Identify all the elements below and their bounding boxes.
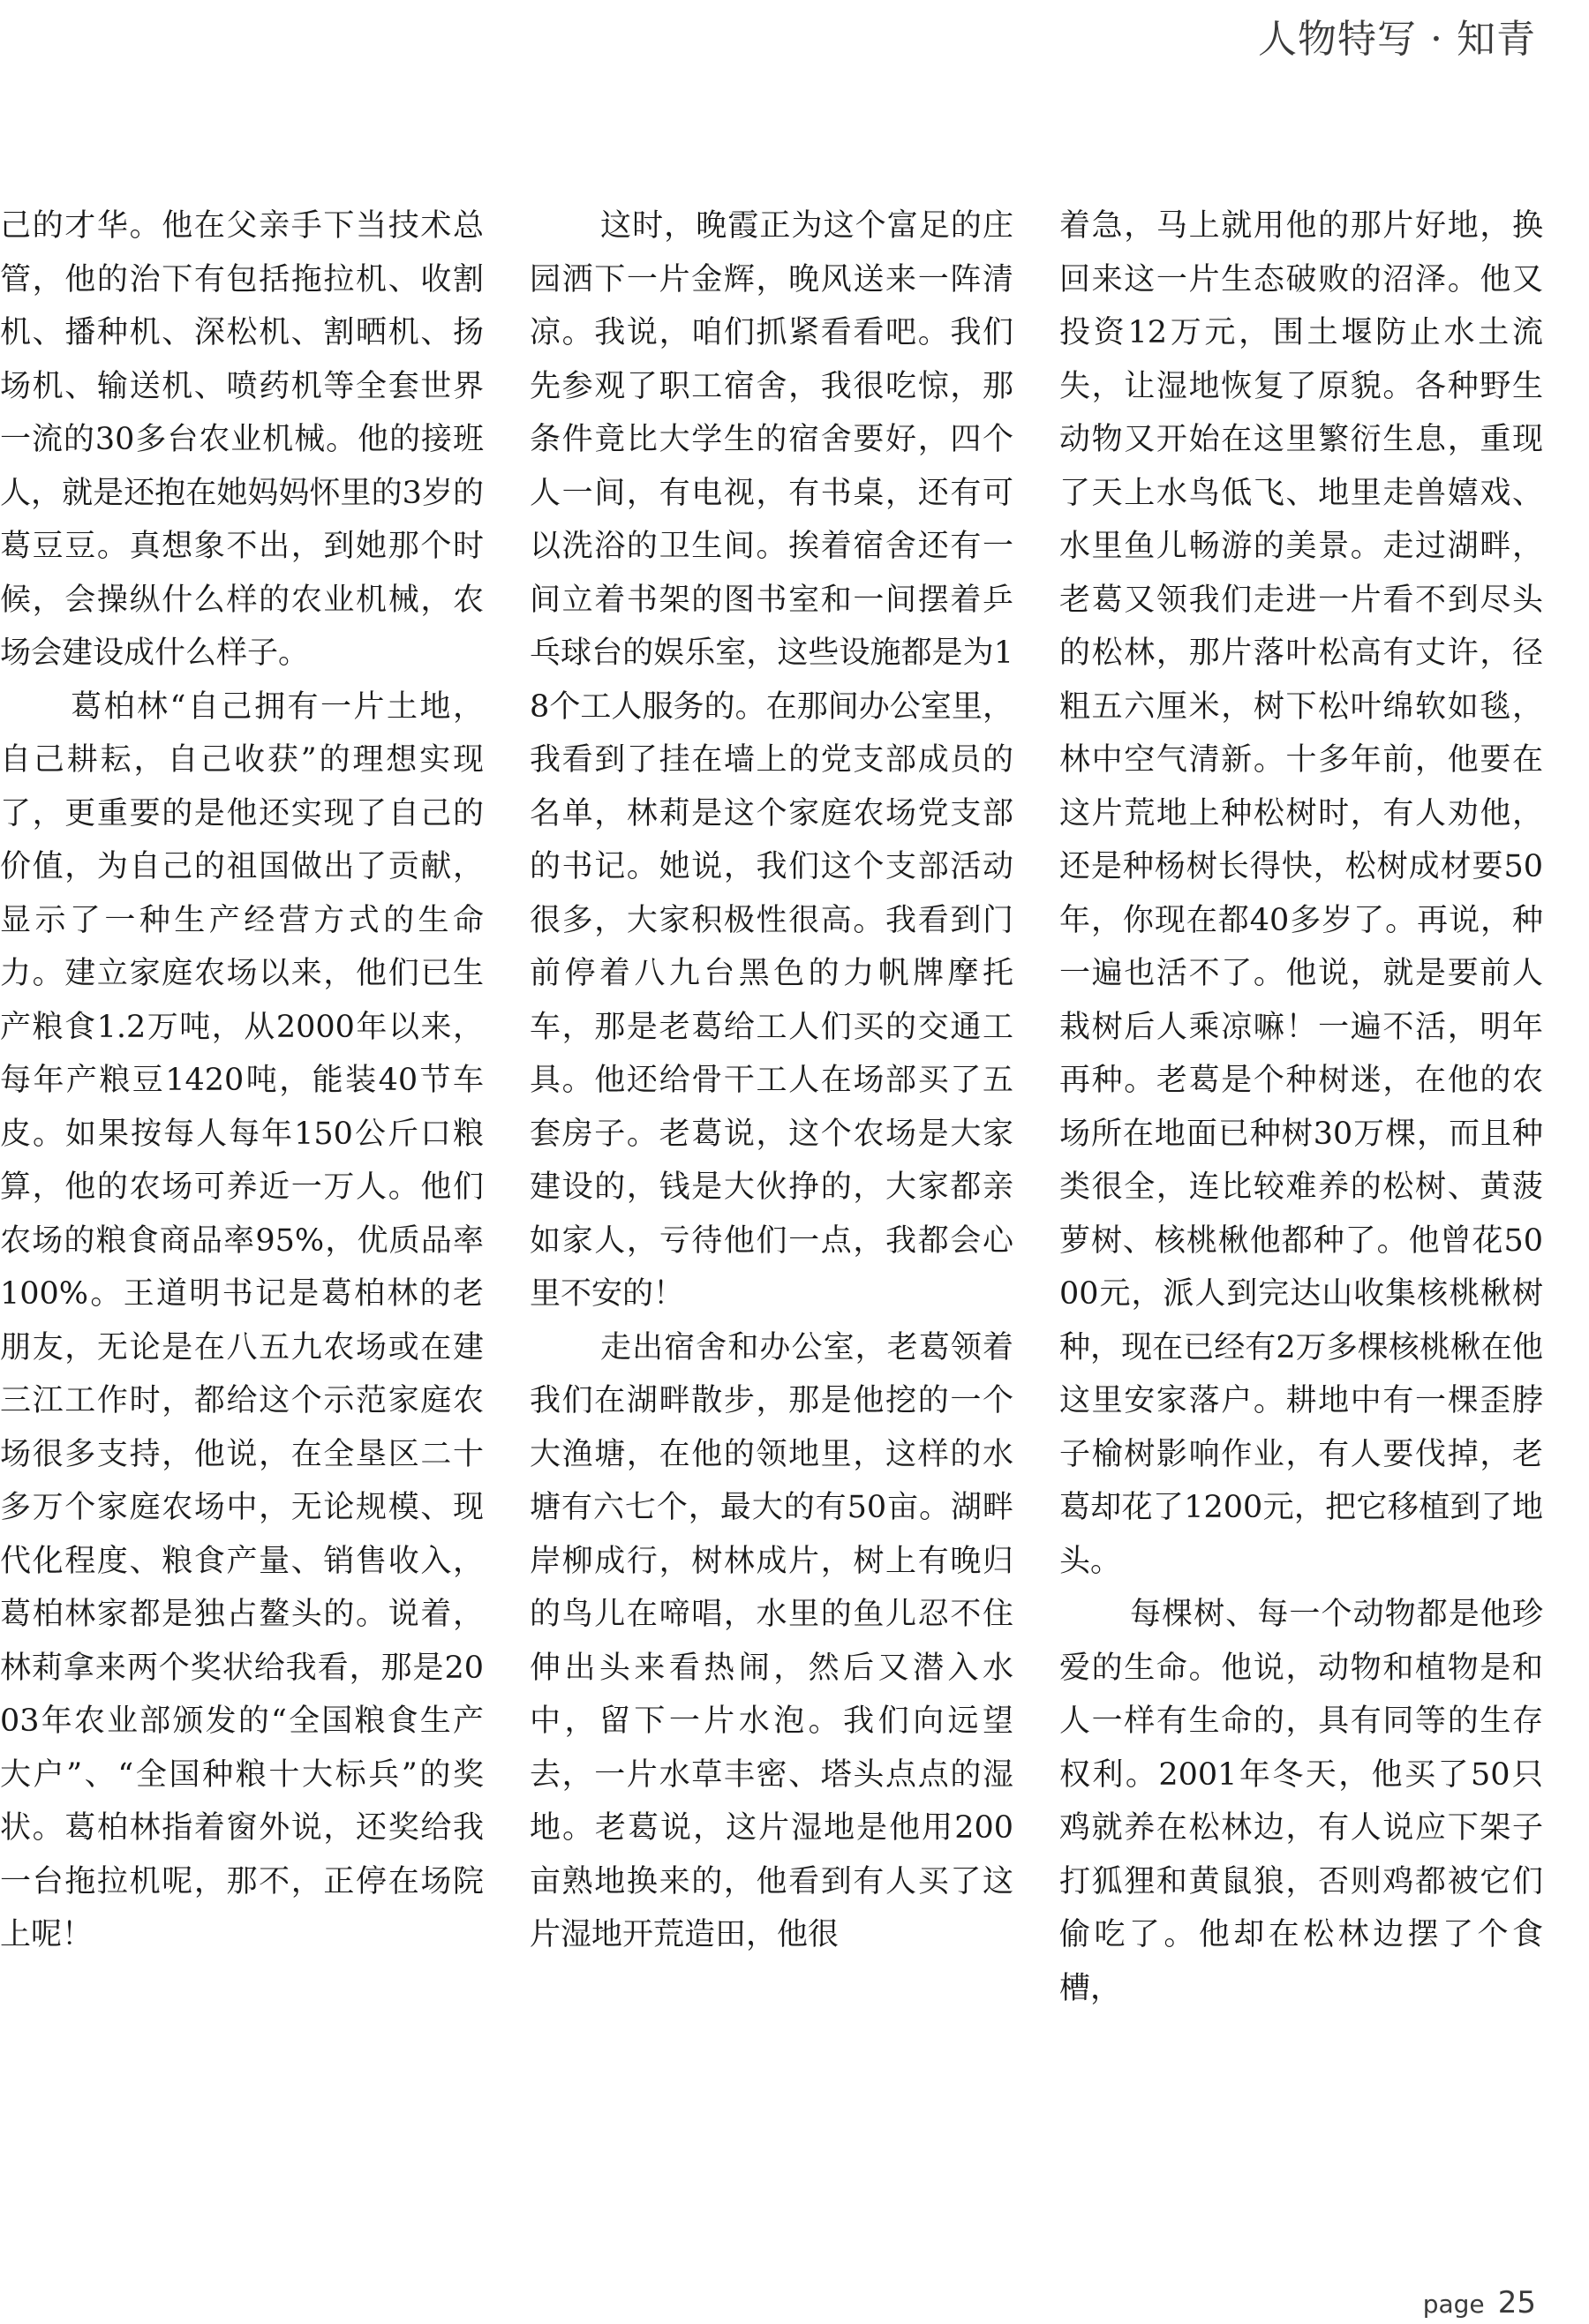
article-column-2 — [530, 199, 1013, 1962]
page-label: page — [1422, 2290, 1485, 2319]
section-header: 人物特写 · 知青 — [1258, 17, 1536, 62]
paragraph: 葛柏林“自己拥有一片土地，自己耕耘，自己收获”的理想实现了，更重要的是他还实现了自己的价值，为自己的祖国做出了贡献，显示了一种生产经营方式的生命力。建立家庭农场以来，他们已生产粮食1.2万吨，从2000年以来，每年产粮豆1420吨，能装40节车皮。如果按每人每年150公斤口粮算，他的农场可养近一万人。他们农场的粮食商品率95%，优质品率100%。王道明书记是葛柏林的老朋友，无论是在八五九农场或在建三江工作时，都给这个示范家庭农场很多支持，他说，在全垦区二十多万个家庭农场中，无论规模、现代化程度、粮食产量、销售收入，葛柏林家都是独占鳌头的。说着，林莉拿来两个奖状给我看，那是2003年农业部颁发的“全国粮食生产大户”、“全国种粮十大标兵”的奖状。葛柏林指着窗外说，还奖给我一台拖拉机呢，那不，正停在场院上呢！ — [0, 688, 484, 1952]
paragraph: 这时，晚霞正为这个富足的庄园洒下一片金辉，晚风送来一阵清凉。我说，咱们抓紧看看吧。我们先参观了职工宿舍，我很吃惊，那条件竟比大学生的宿舍要好，四个人一间，有电视，有书桌，还有可以洗浴的卫生间。挨着宿舍还有一间立着书架的图书室和一间摆着乒乓球台的娱乐室，这些设施都是为18个工人服务的。在那间办公室里，我看到了挂在墙上的党支部成员的名单，林莉是这个家庭农场党支部的书记。她说，我们这个支部活动很多，大家积极性很高。我看到门前停着八九台黑色的力帆牌摩托车，那是老葛给工人们买的交通工具。他还给骨干工人在场部买了五套房子。老葛说，这个农场是大家建设的，钱是大伙挣的，大家都亲如家人，亏待他们一点，我都会心里不安的！ — [530, 208, 1013, 1312]
article-column-3 — [1059, 199, 1543, 2015]
paragraph: 每棵树、每一个动物都是他珍爱的生命。他说，动物和植物是和人一样有生命的，具有同等的生存权利。2001年冬天，他买了50只鸡就养在松林边，有人说应下架子打狐狸和黄鼠狼，否则鸡都被它们偷吃了。他却在松林边摆了个食槽， — [1059, 1597, 1543, 2006]
paragraph: 着急，马上就用他的那片好地，换回来这一片生态破败的沼泽。他又投资12万元，围土堰防止水土流失，让湿地恢复了原貌。各种野生动物又开始在这里繁衍生息，重现了天上水鸟低飞、地里走兽嬉戏、水里鱼儿畅游的美景。走过湖畔，老葛又领我们走进一片看不到尽头的松林，那片落叶松高有丈许，径粗五六厘米，树下松叶绵软如毯，林中空气清新。十多年前，他要在这片荒地上种松树时，有人劝他，还是种杨树长得快，松树成材要50年，你现在都40多岁了。再说，种一遍也活不了。他说，就是要前人栽树后人乘凉嘛！一遍不活，明年再种。老葛是个种树迷，在他的农场所在地面已种树30万棵，而且种类很全，连比较难养的松树、黄菠萝树、核桃楸他都种了。他曾花5000元，派人到完达山收集核桃楸树种，现在已经有2万多棵核桃楸在他这里安家落户。耕地中有一棵歪脖子榆树影响作业，有人要伐掉，老葛却花了1200元，把它移植到了地头。 — [1059, 208, 1543, 1579]
paragraph: 己的才华。他在父亲手下当技术总管，他的治下有包括拖拉机、收割机、播种机、深松机、割晒机、扬场机、输送机、喷药机等全套世界一流的30多台农业机械。他的接班人，就是还抱在她妈妈怀里的3岁的葛豆豆。真想象不出，到她那个时候，会操纵什么样的农业机械，农场会建设成什么样子。 — [0, 208, 484, 671]
paragraph: 走出宿舍和办公室，老葛领着我们在湖畔散步，那是他挖的一个大渔塘，在他的领地里，这样的水塘有六七个，最大的有50亩。湖畔岸柳成行，树林成片，树上有晚归的鸟儿在啼唱，水里的鱼儿忍不住伸出头来看热闹，然后又潜入水中，留下一片水泡。我们向远望去，一片水草丰密、塔头点点的湿地。老葛说，这片湿地是他用200亩熟地换来的，他看到有人买了这片湿地开荒造田，他很 — [530, 1329, 1013, 1952]
page-number: 25 — [1497, 2285, 1536, 2320]
article-column-1 — [0, 199, 484, 1962]
page-footer — [1423, 2285, 1536, 2320]
